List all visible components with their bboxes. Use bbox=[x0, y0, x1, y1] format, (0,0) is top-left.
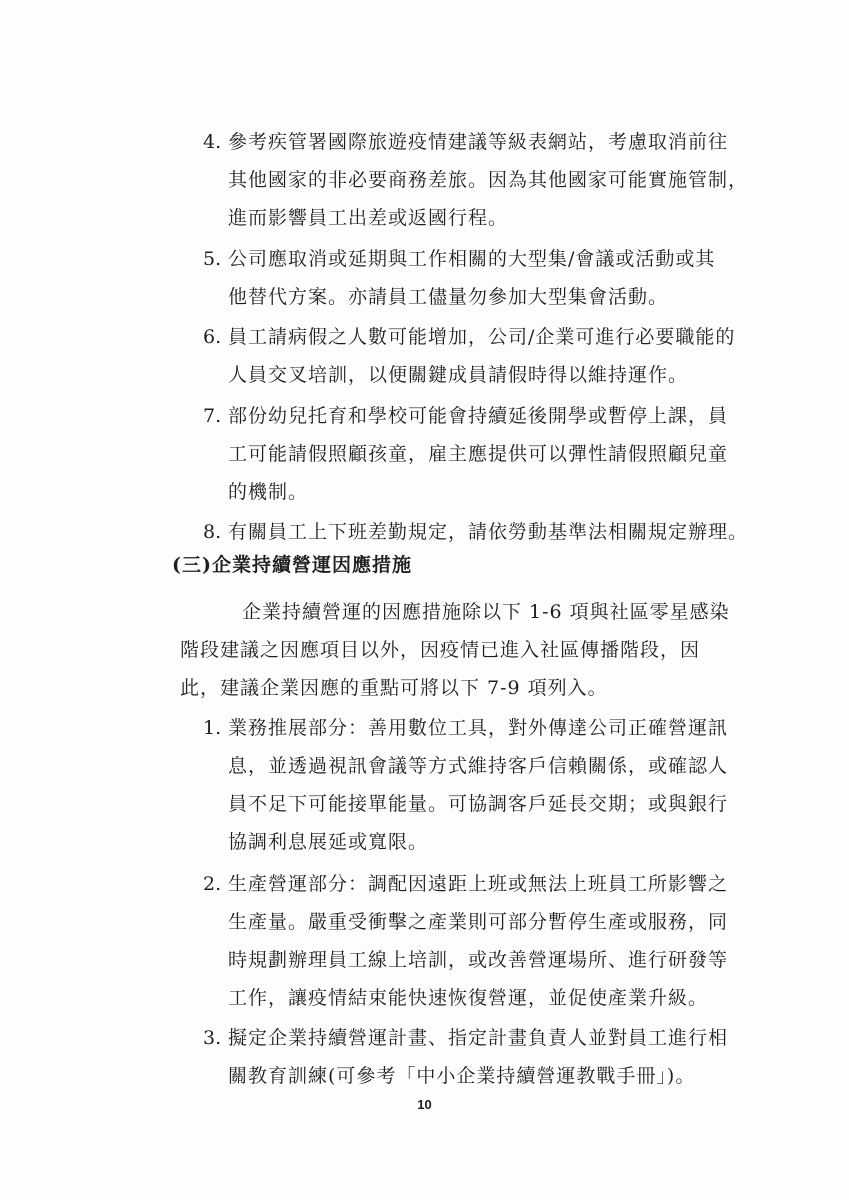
item-b1-line-4: 協調利息展延或寬限。 bbox=[228, 831, 429, 853]
item-7-number: 7. bbox=[203, 405, 222, 427]
item-b1-line-1: 業務推展部分：善用數位工具，對外傳達公司正確營運訊 bbox=[228, 717, 729, 739]
item-b3-line-2: 關教育訓練(可參考「中小企業持續營運教戰手冊」)。 bbox=[228, 1065, 696, 1087]
item-5-number: 5. bbox=[203, 248, 222, 270]
item-6-line-1: 員工請病假之人數可能增加，公司/企業可進行必要職能的 bbox=[228, 326, 736, 348]
item-5-line-1: 公司應取消或延期與工作相關的大型集/會議或活動或其 bbox=[228, 248, 716, 270]
page-number: 10 bbox=[417, 1097, 432, 1112]
section-heading: (三)企業持續營運因應措施 bbox=[172, 554, 412, 576]
item-b2-line-2: 生產量。嚴重受衝擊之產業則可部分暫停生產或服務，同 bbox=[228, 911, 729, 933]
item-4-line-3: 進而影響員工出差或返國行程。 bbox=[228, 207, 509, 229]
intro-line-1: 企業持續營運的因應措施除以下 1-6 項與社區零星感染 bbox=[242, 601, 730, 623]
item-4-line-2: 其他國家的非必要商務差旅。因為其他國家可能實施管制， bbox=[228, 169, 749, 191]
item-5-line-2: 他替代方案。亦請員工儘量勿參加大型集會活動。 bbox=[228, 286, 669, 308]
item-6-number: 6. bbox=[203, 326, 222, 348]
item-b2-number: 2. bbox=[203, 873, 222, 895]
item-b2-line-1: 生產營運部分：調配因遠距上班或無法上班員工所影響之 bbox=[228, 873, 729, 895]
item-7-line-1: 部份幼兒托育和學校可能會持續延後開學或暫停上課，員 bbox=[228, 405, 729, 427]
item-b2-line-4: 工作，讓疫情結束能快速恢復營運，並促使產業升級。 bbox=[228, 987, 709, 1009]
item-7-line-2: 工可能請假照顧孩童，雇主應提供可以彈性請假照顧兒童 bbox=[228, 443, 729, 465]
item-b3-line-1: 擬定企業持續營運計畫、指定計畫負責人並對員工進行相 bbox=[228, 1027, 729, 1049]
item-b1-line-3: 員不足下可能接單能量。可協調客戶延長交期；或與銀行 bbox=[228, 793, 729, 815]
item-b2-line-3: 時規劃辦理員工線上培訓，或改善營運場所、進行研發等 bbox=[228, 949, 729, 971]
item-8-number: 8. bbox=[203, 521, 222, 543]
item-4-line-1: 參考疾管署國際旅遊疫情建議等級表網站，考慮取消前往 bbox=[228, 131, 729, 153]
item-b1-number: 1. bbox=[203, 717, 222, 739]
item-4-number: 4. bbox=[203, 131, 222, 153]
item-b3-number: 3. bbox=[203, 1027, 222, 1049]
item-7-line-3: 的機制。 bbox=[228, 481, 309, 503]
item-6-line-2: 人員交叉培訓，以便關鍵成員請假時得以維持運作。 bbox=[228, 364, 689, 386]
intro-line-2: 階段建議之因應項目以外，因疫情已進入社區傳播階段，因 bbox=[180, 639, 701, 661]
item-8-line-1: 有關員工上下班差勤規定，請依勞動基準法相關規定辦理。 bbox=[228, 521, 749, 543]
item-b1-line-2: 息，並透過視訊會議等方式維持客戶信賴關係，或確認人 bbox=[228, 755, 729, 777]
intro-line-3: 此，建議企業因應的重點可將以下 7-9 項列入。 bbox=[180, 677, 608, 699]
